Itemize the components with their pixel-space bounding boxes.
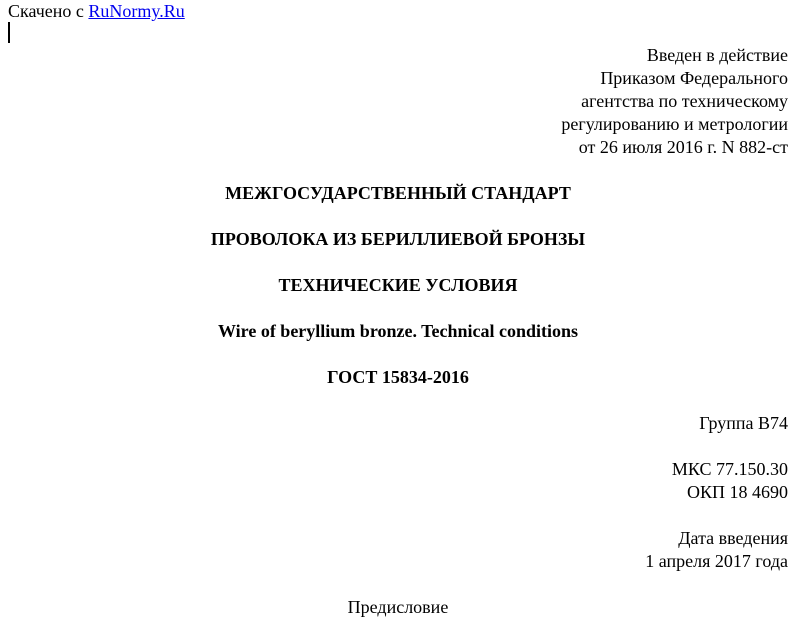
introduction-date-label: Дата введения <box>678 528 788 548</box>
enactment-line: от 26 июля 2016 г. N 882-ст <box>578 137 788 157</box>
group-value: Группа В74 <box>699 413 788 433</box>
standard-type-heading: МЕЖГОСУДАРСТВЕННЫЙ СТАНДАРТ <box>225 183 571 203</box>
enactment-line: агентства по техническому <box>581 91 788 111</box>
okp-code: ОКП 18 4690 <box>686 482 788 502</box>
source-prefix: Скачено с <box>8 1 89 21</box>
standard-subtitle-heading: ТЕХНИЧЕСКИЕ УСЛОВИЯ <box>278 275 518 295</box>
text-cursor <box>8 22 10 43</box>
foreword-heading: Предисловие <box>347 597 449 617</box>
standard-name-heading: ПРОВОЛОКА ИЗ БЕРИЛЛИЕВОЙ БРОНЗЫ <box>210 229 586 249</box>
standard-code-heading: ГОСТ 15834-2016 <box>327 367 469 387</box>
enactment-line: Введен в действие <box>646 45 788 65</box>
mks-code: МКС 77.150.30 <box>671 459 788 479</box>
enactment-note <box>561 44 788 159</box>
introduction-date-value: 1 апреля 2017 года <box>645 551 788 571</box>
classification-codes <box>672 458 788 504</box>
enactment-line: Приказом Федерального <box>600 68 788 88</box>
introduction-date-block <box>645 527 788 573</box>
english-title-heading: Wire of beryllium bronze. Technical conditions <box>217 321 579 341</box>
source-link[interactable]: RuNormy.Ru <box>88 1 185 21</box>
enactment-line: регулированию и метрологии <box>561 114 788 134</box>
source-line <box>8 1 185 22</box>
group-label <box>699 412 788 435</box>
